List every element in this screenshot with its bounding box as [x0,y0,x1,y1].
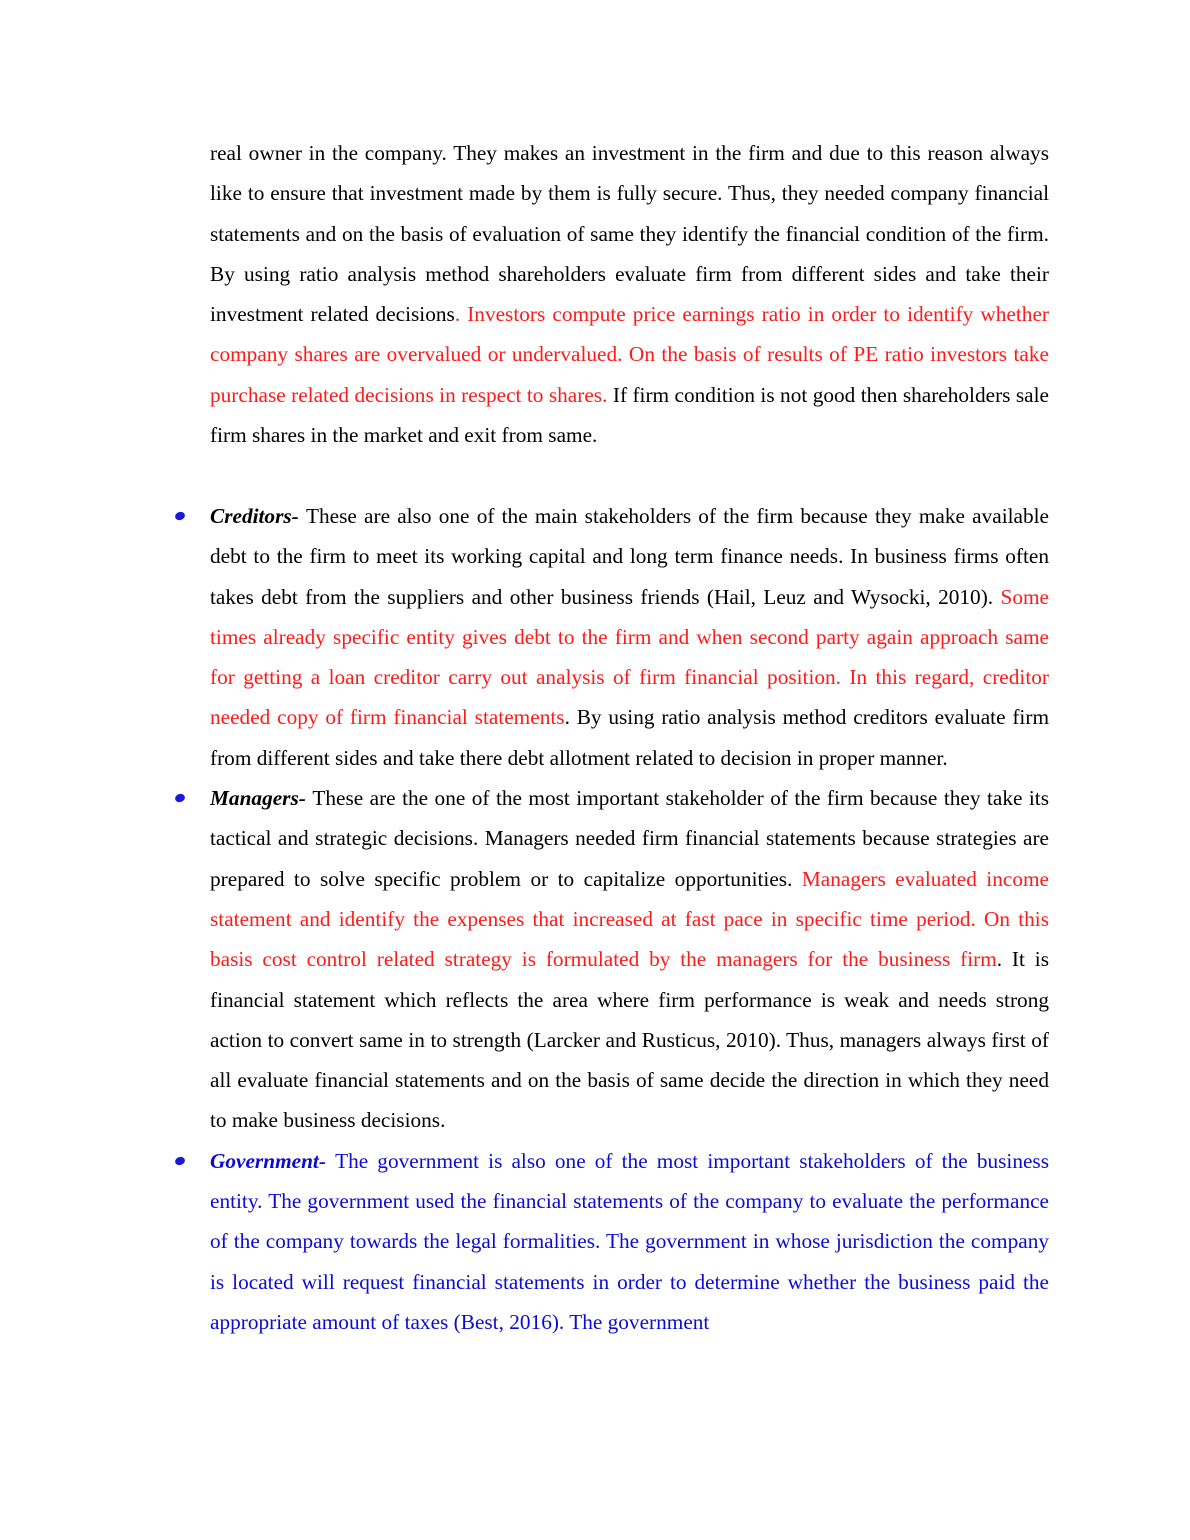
creditors-text-1: These are also one of the main stakeholders of the firm because they make available debt to the firm to meet its working capital and long term finance needs. In business firms often takes debt from the suppliers and other business friends (Hail, Leuz and Wysocki, 2010). [210,504,1050,609]
intro-paragraph [210,133,1049,455]
term-government: Government [210,1148,319,1173]
term-managers: Managers [210,786,299,811]
intro-red-text: . Investors compute price earnings ratio in order to identify whether company shares are overvalued or undervalued. On the basis of results of PE ratio investors take purchase related decisions in respect to shares. [210,302,1049,407]
government-blue-text: The government is also one of the most important stakeholders of the business entity. The government used the financial statements of the company to evaluate the performance of the company towards the legal formalities. The government in whose jurisdiction the company is located will request financial statements in order to determine whether the business paid the appropriate amount of taxes (Best, 2016). The government [210,1148,1049,1334]
bullet-icon [174,1155,186,1166]
list-item-government [210,1141,1049,1342]
term-creditors: Creditors [210,504,292,528]
managers-text-1: These are the one of the most important stakeholder of the firm because they take its tactical and strategic decisions. Managers needed firm financial statements because strategies are prepared to solve specific problem or to capitalize opportunities. [210,786,1049,891]
term-dash: - [298,786,313,811]
list-item-creditors [210,496,1049,778]
stakeholder-list [210,496,1049,1342]
bullet-icon [174,511,186,522]
term-dash: - [291,504,306,528]
bullet-icon [174,793,186,804]
managers-text-2: . It is financial statement which reflects the area where firm performance is weak and needs strong action to convert same in to strength (Larcker and Rusticus, 2010). Thus, managers always first of all evaluate financial statements and on the basis of same decide the direction in which they need to make business decisions. [210,947,1049,1133]
list-item-managers [210,778,1049,1141]
managers-red-text: Managers evaluated income statement and identify the expenses that increased at fast pace in specific time period. On this basis cost control related strategy is formulated by the managers for the business firm [210,866,1049,972]
intro-text-2: If firm condition is not good then shareholders sale firm shares in the market and exit from same. [210,382,1049,448]
term-dash: - [318,1148,336,1173]
intro-text-1: real owner in the company. They makes an investment in the firm and due to this reason always like to ensure that investment made by them is fully secure. Thus, they needed company financial statements and on the basis of evaluation of same they identify the financial condition of the firm. By using ratio analysis method shareholders evaluate firm from different sides and take their investment related decisions [210,141,1049,327]
creditors-red-text: Some times already specific entity gives debt to the firm and when second party again approach same for getting a loan creditor carry out analysis of firm financial position. In this regard, creditor needed copy of firm financial statements [210,584,1049,730]
creditors-text-2: . By using ratio analysis method creditors evaluate firm from different sides and take there debt allotment related to decision in proper manner. [210,705,1050,770]
